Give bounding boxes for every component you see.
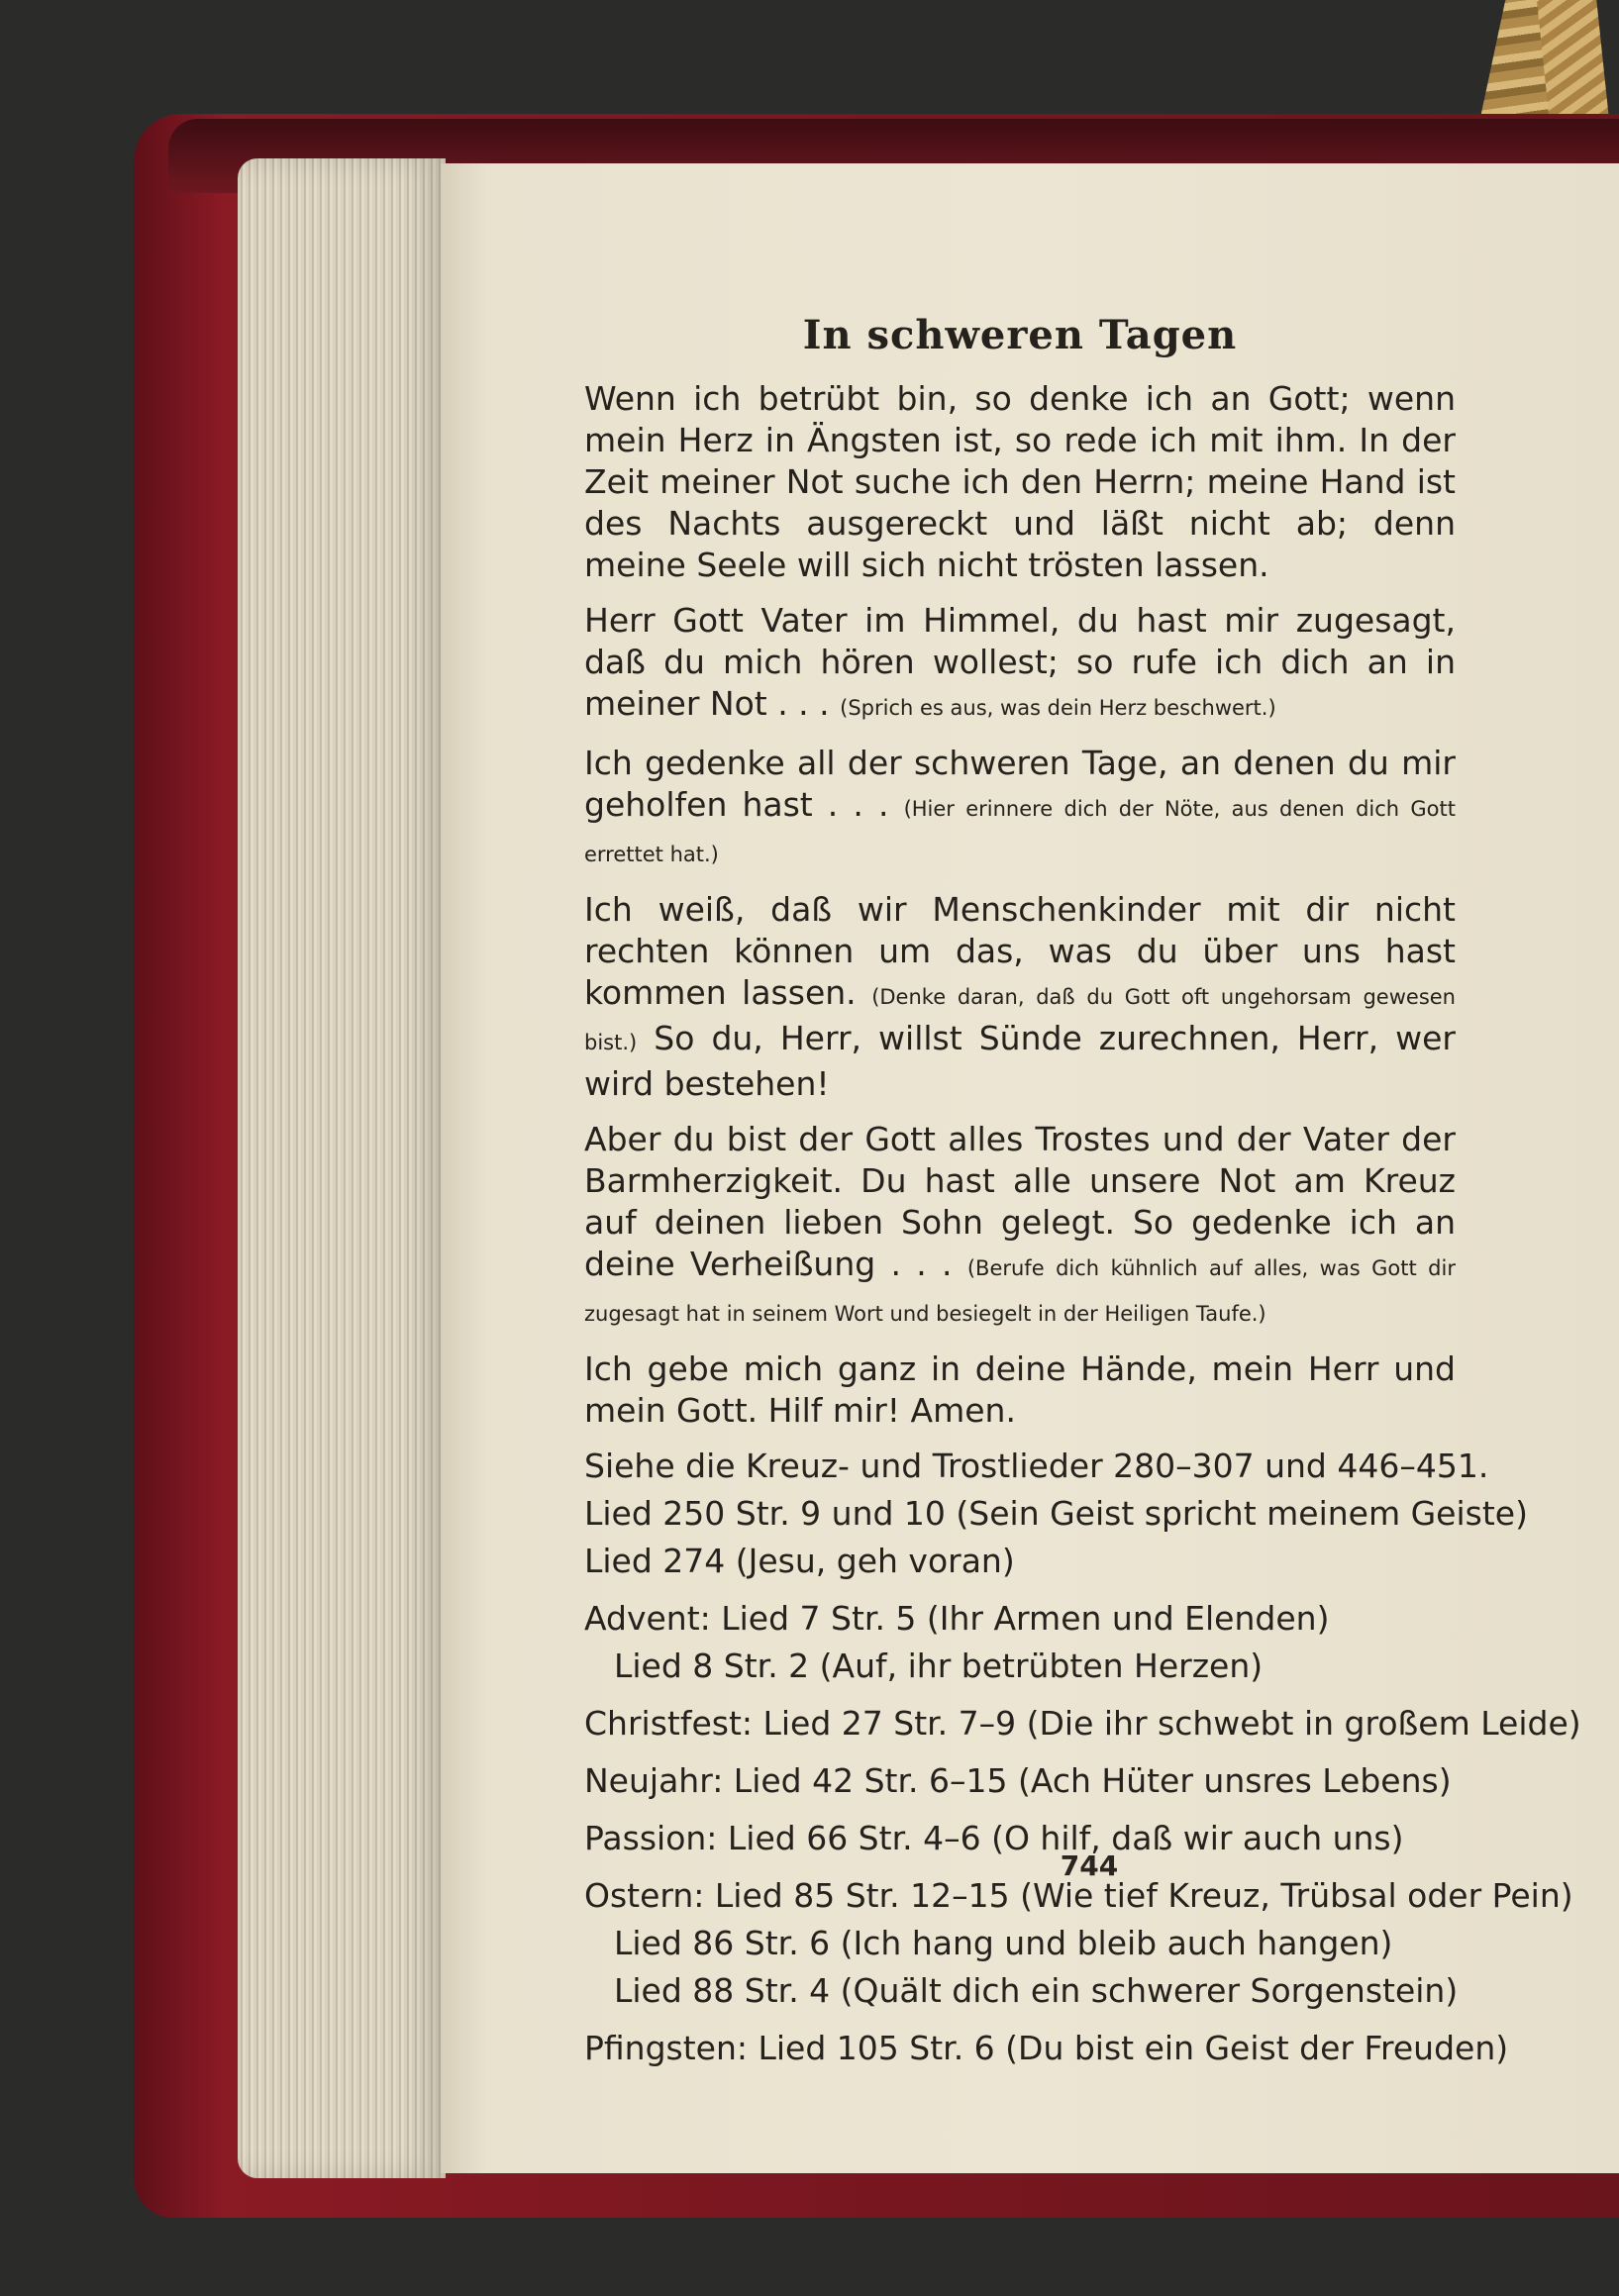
page-content (584, 312, 1581, 2075)
reference-line: Neujahr: Lied 42 Str. 6–15 (Ach Hüter unsres Lebens) (584, 1761, 1452, 1800)
reference-gap (584, 1865, 1456, 1875)
paragraph (584, 378, 1456, 586)
reference-line: Passion: Lied 66 Str. 4–6 (O hilf, daß wir auch uns) (584, 1819, 1404, 1857)
paragraph (584, 1119, 1456, 1335)
paragraph-text: Ich gebe mich ganz in deine Hände, mein Herr und mein Gott. Hilf mir! Amen. (584, 1349, 1456, 1430)
reference-gap (584, 1808, 1456, 1818)
paragraph (584, 743, 1456, 875)
reference-line: Ostern: Lied 85 Str. 12–15 (Wie tief Kreuz, Trübsal oder Pein) (584, 1876, 1573, 1915)
reference-line: Siehe die Kreuz- und Trostlieder 280–307 und 446–451. (584, 1447, 1489, 1485)
paragraph (584, 600, 1456, 729)
reference-line: Lied 88 Str. 4 (Quält dich ein schwerer Sorgenstein) (614, 1971, 1459, 2010)
page-heading: In schweren Tagen (802, 312, 1238, 358)
paragraph-note: (Berufe dich kühnlich auf alles, was Gott dir zugesagt hat in seinem Wort und besiegelt in der Heiligen Taufe.) (584, 1256, 1456, 1326)
page-edges (238, 158, 446, 2178)
hymn-references (584, 1446, 1581, 2069)
paragraph-text: Ich gedenke all der schweren Tage, an denen du mir geholfen hast . . . (584, 744, 1456, 824)
paragraph (584, 1348, 1456, 1432)
reference-gap (584, 2018, 1456, 2028)
paragraph-text: Ich weiß, daß wir Menschenkinder mit dir nicht rechten können um das, was du über uns hast kommen lassen. (584, 890, 1456, 1012)
paragraph (584, 889, 1456, 1105)
page-number: 744 (1060, 1849, 1119, 1882)
reference-gap (584, 1693, 1456, 1703)
reference-line: Christfest: Lied 27 Str. 7–9 (Die ihr schwebt in großem Leide) (584, 1704, 1581, 1743)
paragraph-note: (Sprich es aus, was dein Herz beschwert.) (840, 696, 1276, 720)
reference-gap (584, 1588, 1456, 1598)
reference-line: Advent: Lied 7 Str. 5 (Ihr Armen und Elenden) (584, 1599, 1330, 1638)
paragraph-text: Aber du bist der Gott alles Trostes und der Vater der Barmherzigkeit. Du hast alle unsere Not am Kreuz auf deinen lieben Sohn gelegt. So gedenke ich an deine Verheißung . . . (584, 1120, 1456, 1283)
reference-gap (584, 1750, 1456, 1760)
reference-line: Lied 8 Str. 2 (Auf, ihr betrübten Herzen) (614, 1647, 1264, 1685)
paragraph-text: Herr Gott Vater im Himmel, du hast mir zugesagt, daß du mich hören wollest; so rufe ich dich an in meiner Not . . . (584, 601, 1456, 723)
reference-line: Lied 274 (Jesu, geh voran) (584, 1542, 1015, 1580)
reference-line: Lied 86 Str. 6 (Ich hang und bleib auch hangen) (614, 1924, 1393, 1962)
paragraph-text: Wenn ich betrübt bin, so denke ich an Gott; wenn mein Herz in Ängsten ist, so rede ich mit ihm. In der Zeit meiner Not suche ich den Herrn; meine Hand ist des Nachts ausgereckt und läßt nicht ab; denn meine Seele will sich nicht trösten lassen. (584, 379, 1456, 584)
paragraph-note: (Denke daran, daß du Gott oft ungehorsam gewesen bist.) (584, 985, 1456, 1054)
paragraph-note: (Hier erinnere dich der Nöte, aus denen dich Gott errettet hat.) (584, 797, 1456, 866)
reference-line: Pfingsten: Lied 105 Str. 6 (Du bist ein Geist der Freuden) (584, 2029, 1509, 2067)
reference-line: Lied 250 Str. 9 und 10 (Sein Geist spricht meinem Geiste) (584, 1494, 1528, 1533)
paragraph-text-after: So du, Herr, willst Sünde zurechnen, Herr, wer wird bestehen! (584, 1019, 1456, 1103)
